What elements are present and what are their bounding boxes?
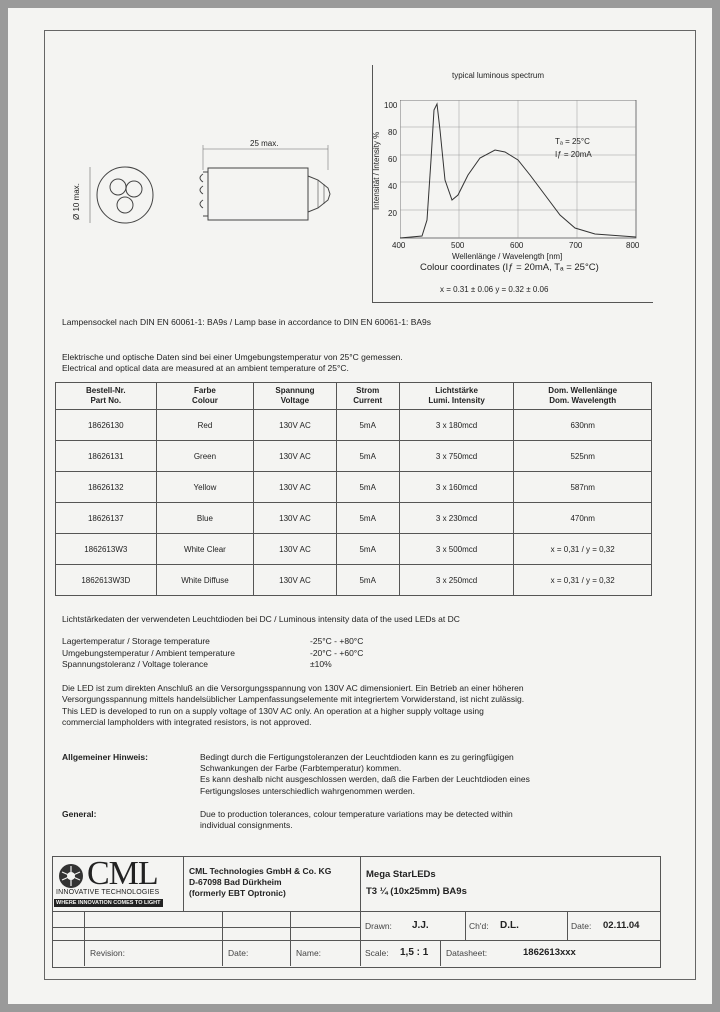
led-text-1: Die LED ist zum direkten Anschluß an die Versorgungsspannung von 130V AC dimensioniert. Ein Betrieb an einer höheren [62,683,524,693]
led-text-2: Versorgungsspannung mittels handelsüblicher Lampenfassungselemente mit integriertem Vorwiderstand, ist nicht zulässig. [62,694,525,704]
xtick-500: 500 [451,241,465,250]
xtick-400: 400 [392,241,406,250]
hinweis-line-2: Schwankungen der Farbe (Farbtemperatur) kommen. [200,763,402,773]
rating-voltage-value: ±10% [310,659,332,669]
table-cell: 18626137 [56,503,157,534]
table-cell: 3 x 750mcd [399,441,514,472]
datasheet-label: Datasheet: [446,948,488,958]
table-cell: 18626131 [56,441,157,472]
date-value: 02.11.04 [603,920,640,931]
datasheet-value: 1862613xxx [523,947,576,958]
spec-table [55,382,652,596]
table-cell: 5mA [336,441,399,472]
table-cell: 630nm [514,410,652,441]
length-dimension: 25 max. [250,139,279,148]
xtick-700: 700 [569,241,583,250]
col-wavelength: Dom. Wellenlänge Dom. Wavelength [514,383,652,410]
table-cell: 1862613W3D [56,565,157,596]
table-cell: 5mA [336,472,399,503]
table-row [56,565,652,596]
ytick-20: 20 [388,209,397,218]
table-cell: 525nm [514,441,652,472]
col-part-no: Bestell-Nr. Part No. [56,383,157,410]
table-cell: x = 0,31 / y = 0,32 [514,565,652,596]
diameter-dimension: Ø 10 max. [72,183,81,220]
product-name: Mega StarLEDs [366,869,436,880]
table-cell: 18626132 [56,472,157,503]
spectrum-if: Iƒ = 20mA [555,150,592,159]
hinweis-line-3: Es kann deshalb nicht ausgeschlossen werden, daß die Farben der Leuchtdioden eines [200,774,530,784]
col-colour: Farbe Colour [156,383,254,410]
xtick-800: 800 [626,241,640,250]
luminous-note: Lichtstärkedaten der verwendeten Leuchtdioden bei DC / Luminous intensity data of the used LEDs at DC [62,614,460,624]
general-line-2: individual consignments. [200,820,293,830]
table-cell: Yellow [156,472,254,503]
hinweis-line-4: Fertigungsloses unterschiedlich wahrgenommen werden. [200,786,415,796]
table-cell: Blue [156,503,254,534]
table-cell: 5mA [336,410,399,441]
lamp-drawing [78,130,348,240]
table-cell: x = 0,31 / y = 0,32 [514,534,652,565]
led-text-3: This LED is developed to run on a supply voltage of 130V AC only. An operation at a higher supply voltage using [62,706,484,716]
general-label: General: [62,809,97,819]
table-row [56,441,652,472]
table-cell: Green [156,441,254,472]
cml-logo-mark [56,860,86,890]
company-name: CML Technologies GmbH & Co. KG [189,866,332,876]
table-cell: 587nm [514,472,652,503]
revision-label: Revision: [90,948,125,958]
table-cell: 1862613W3 [56,534,157,565]
colour-xy: x = 0.31 ± 0.06 y = 0.32 ± 0.06 [440,285,549,294]
drawn-value: J.J. [412,920,429,931]
col-current: Strom Current [336,383,399,410]
rating-ambient-label: Umgebungstemperatur / Ambient temperature [62,648,235,658]
table-cell: 130V AC [254,472,336,503]
table-cell: 130V AC [254,565,336,596]
col-intensity: Lichtstärke Lumi. Intensity [399,383,514,410]
temp-text-de: Elektrische und optische Daten sind bei einer Umgebungstemperatur von 25°C gemessen. [62,352,403,362]
spectrum-ta: Tₐ = 25°C [555,137,590,146]
company-address: D-67098 Bad Dürkheim [189,877,282,887]
table-row [56,503,652,534]
general-line-1: Due to production tolerances, colour temperature variations may be detected within [200,809,513,819]
table-cell: 5mA [336,534,399,565]
hinweis-line-1: Bedingt durch die Fertigungstoleranzen der Leuchtdioden kann es zu geringfügigen [200,752,514,762]
ytick-100: 100 [384,101,398,110]
table-cell: 3 x 180mcd [399,410,514,441]
led-text-4: commercial lampholders with integrated resistors, is not approved. [62,717,312,727]
revision-name-label: Name: [296,948,322,958]
rating-voltage-label: Spannungstoleranz / Voltage tolerance [62,659,209,669]
table-cell: 130V AC [254,410,336,441]
table-cell: 18626130 [56,410,157,441]
scale-label: Scale: [365,948,389,958]
rating-storage-value: -25°C - +80°C [310,636,364,646]
checked-label: Ch'd: [469,921,489,931]
table-cell: 3 x 230mcd [399,503,514,534]
revision-date-label: Date: [228,948,249,958]
cml-logo-text: CML [87,855,158,892]
scale-value: 1,5 : 1 [400,947,429,958]
spectrum-title: typical luminous spectrum [452,71,545,80]
cml-logo-sub2: WHERE INNOVATION COMES TO LIGHT [56,900,161,906]
ytick-40: 40 [388,182,397,191]
ytick-80: 80 [388,128,397,137]
xtick-600: 600 [510,241,524,250]
hinweis-label: Allgemeiner Hinweis: [62,752,148,762]
spectrum-chart [400,100,640,245]
date-label: Date: [571,921,592,931]
table-cell: 130V AC [254,534,336,565]
rating-storage-label: Lagertemperatur / Storage temperature [62,636,210,646]
spectrum-ylabel: Intensität / Intensity % [372,131,381,210]
table-header-row [56,383,652,410]
rating-ambient-value: -20°C - +60°C [310,648,364,658]
table-cell: 5mA [336,503,399,534]
drawn-label: Drawn: [365,921,392,931]
table-row [56,472,652,503]
table-cell: 470nm [514,503,652,534]
table-cell: 3 x 500mcd [399,534,514,565]
table-cell: White Diffuse [156,565,254,596]
product-type: T3 ¼ (10x25mm) BA9s [366,886,467,897]
table-row [56,534,652,565]
ytick-60: 60 [388,155,397,164]
cml-logo-sub1: INNOVATIVE TECHNOLOGIES [56,889,160,896]
lamp-base-text: Lampensockel nach DIN EN 60061-1: BA9s / Lamp base in accordance to DIN EN 60061-1: BA9s [62,317,432,327]
table-cell: 3 x 250mcd [399,565,514,596]
col-voltage: Spannung Voltage [254,383,336,410]
table-cell: 3 x 160mcd [399,472,514,503]
colour-coordinates: Colour coordinates (Iƒ = 20mA, Tₐ = 25°C) [420,262,599,273]
spectrum-xlabel: Wellenlänge / Wavelength [nm] [452,252,563,261]
table-cell: White Clear [156,534,254,565]
table-cell: 5mA [336,565,399,596]
company-former: (formerly EBT Optronic) [189,888,286,898]
temp-text-en: Electrical and optical data are measured at an ambient temperature of 25°C. [62,363,349,373]
checked-value: D.L. [500,920,519,931]
table-cell: Red [156,410,254,441]
table-cell: 130V AC [254,503,336,534]
table-cell: 130V AC [254,441,336,472]
table-row [56,410,652,441]
